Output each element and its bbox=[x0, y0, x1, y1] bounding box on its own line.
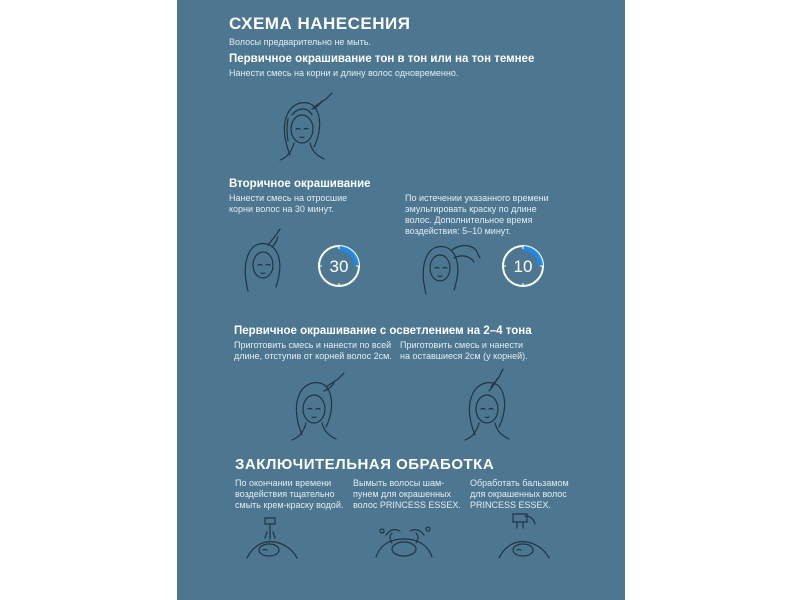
final-col3-line-2: для окрашенных волос bbox=[470, 489, 567, 499]
shampoo-icon bbox=[370, 517, 440, 567]
final-col1-line-1: По окончании времени bbox=[235, 478, 332, 488]
secondary-left-line-2: корни волос на 30 минут. bbox=[229, 204, 334, 214]
head-apply-icon bbox=[238, 225, 298, 300]
final-col3-line-1: Обработать бальзамом bbox=[470, 478, 569, 488]
timer-left-value: 30 bbox=[329, 257, 349, 276]
head-apply-icon bbox=[282, 365, 352, 445]
secondary-left-line-1: Нанести смесь на отросшие bbox=[229, 193, 348, 203]
primary-text: Нанести смесь на корни и длину волос одновременно. bbox=[229, 68, 459, 78]
final-col2-line-1: Вымыть волосы шам- bbox=[353, 478, 445, 488]
balm-icon bbox=[495, 510, 555, 567]
secondary-right-line-3: волос. Дополнительное время bbox=[405, 215, 533, 225]
lightening-right-line-2: на оставшиеся 2см (у корней). bbox=[400, 351, 528, 361]
secondary-heading: Вторичное окрашивание bbox=[229, 178, 371, 190]
lightening-left-line-1: Приготовить смесь и нанести по всей bbox=[234, 340, 392, 350]
final-col1-line-2: воздействия тщательно bbox=[235, 489, 335, 499]
head-emulsify-icon bbox=[418, 228, 483, 303]
lightening-right-line-1: Приготовить смесь и нанести bbox=[400, 340, 524, 350]
page-title: СХЕМА НАНЕСЕНИЯ bbox=[229, 14, 411, 33]
secondary-right-line-2: эмульгировать краску по длине bbox=[405, 204, 537, 214]
final-col3-line-3: PRINCESS ESSEX. bbox=[470, 500, 552, 510]
secondary-right-line-1: По истечении указанного времени bbox=[405, 193, 549, 203]
primary-heading: Первичное окрашивание тон в тон или на тон темнее bbox=[229, 53, 535, 65]
timer-right-value: 10 bbox=[513, 257, 533, 276]
final-col2-line-3: волос PRINCESS ESSEX. bbox=[353, 500, 461, 510]
rinse-icon bbox=[243, 512, 303, 567]
head-apply-icon bbox=[270, 85, 340, 165]
secondary-right-line-4: воздействия: 5–10 минут. bbox=[405, 226, 511, 236]
final-col2-line-2: пунем для окрашенных bbox=[353, 489, 452, 499]
final-col1-line-3: смыть крем-краску водой. bbox=[235, 500, 344, 510]
page-subtitle: Волосы предварительно не мыть. bbox=[229, 37, 371, 47]
final-heading: ЗАКЛЮЧИТЕЛЬНАЯ ОБРАБОТКА bbox=[235, 456, 495, 473]
lightening-heading: Первичное окрашивание с осветлением на 2–4 тона bbox=[234, 325, 532, 337]
head-apply-icon bbox=[455, 365, 525, 445]
lightening-left-line-2: длине, отступив от корней волос 2см. bbox=[234, 351, 392, 361]
